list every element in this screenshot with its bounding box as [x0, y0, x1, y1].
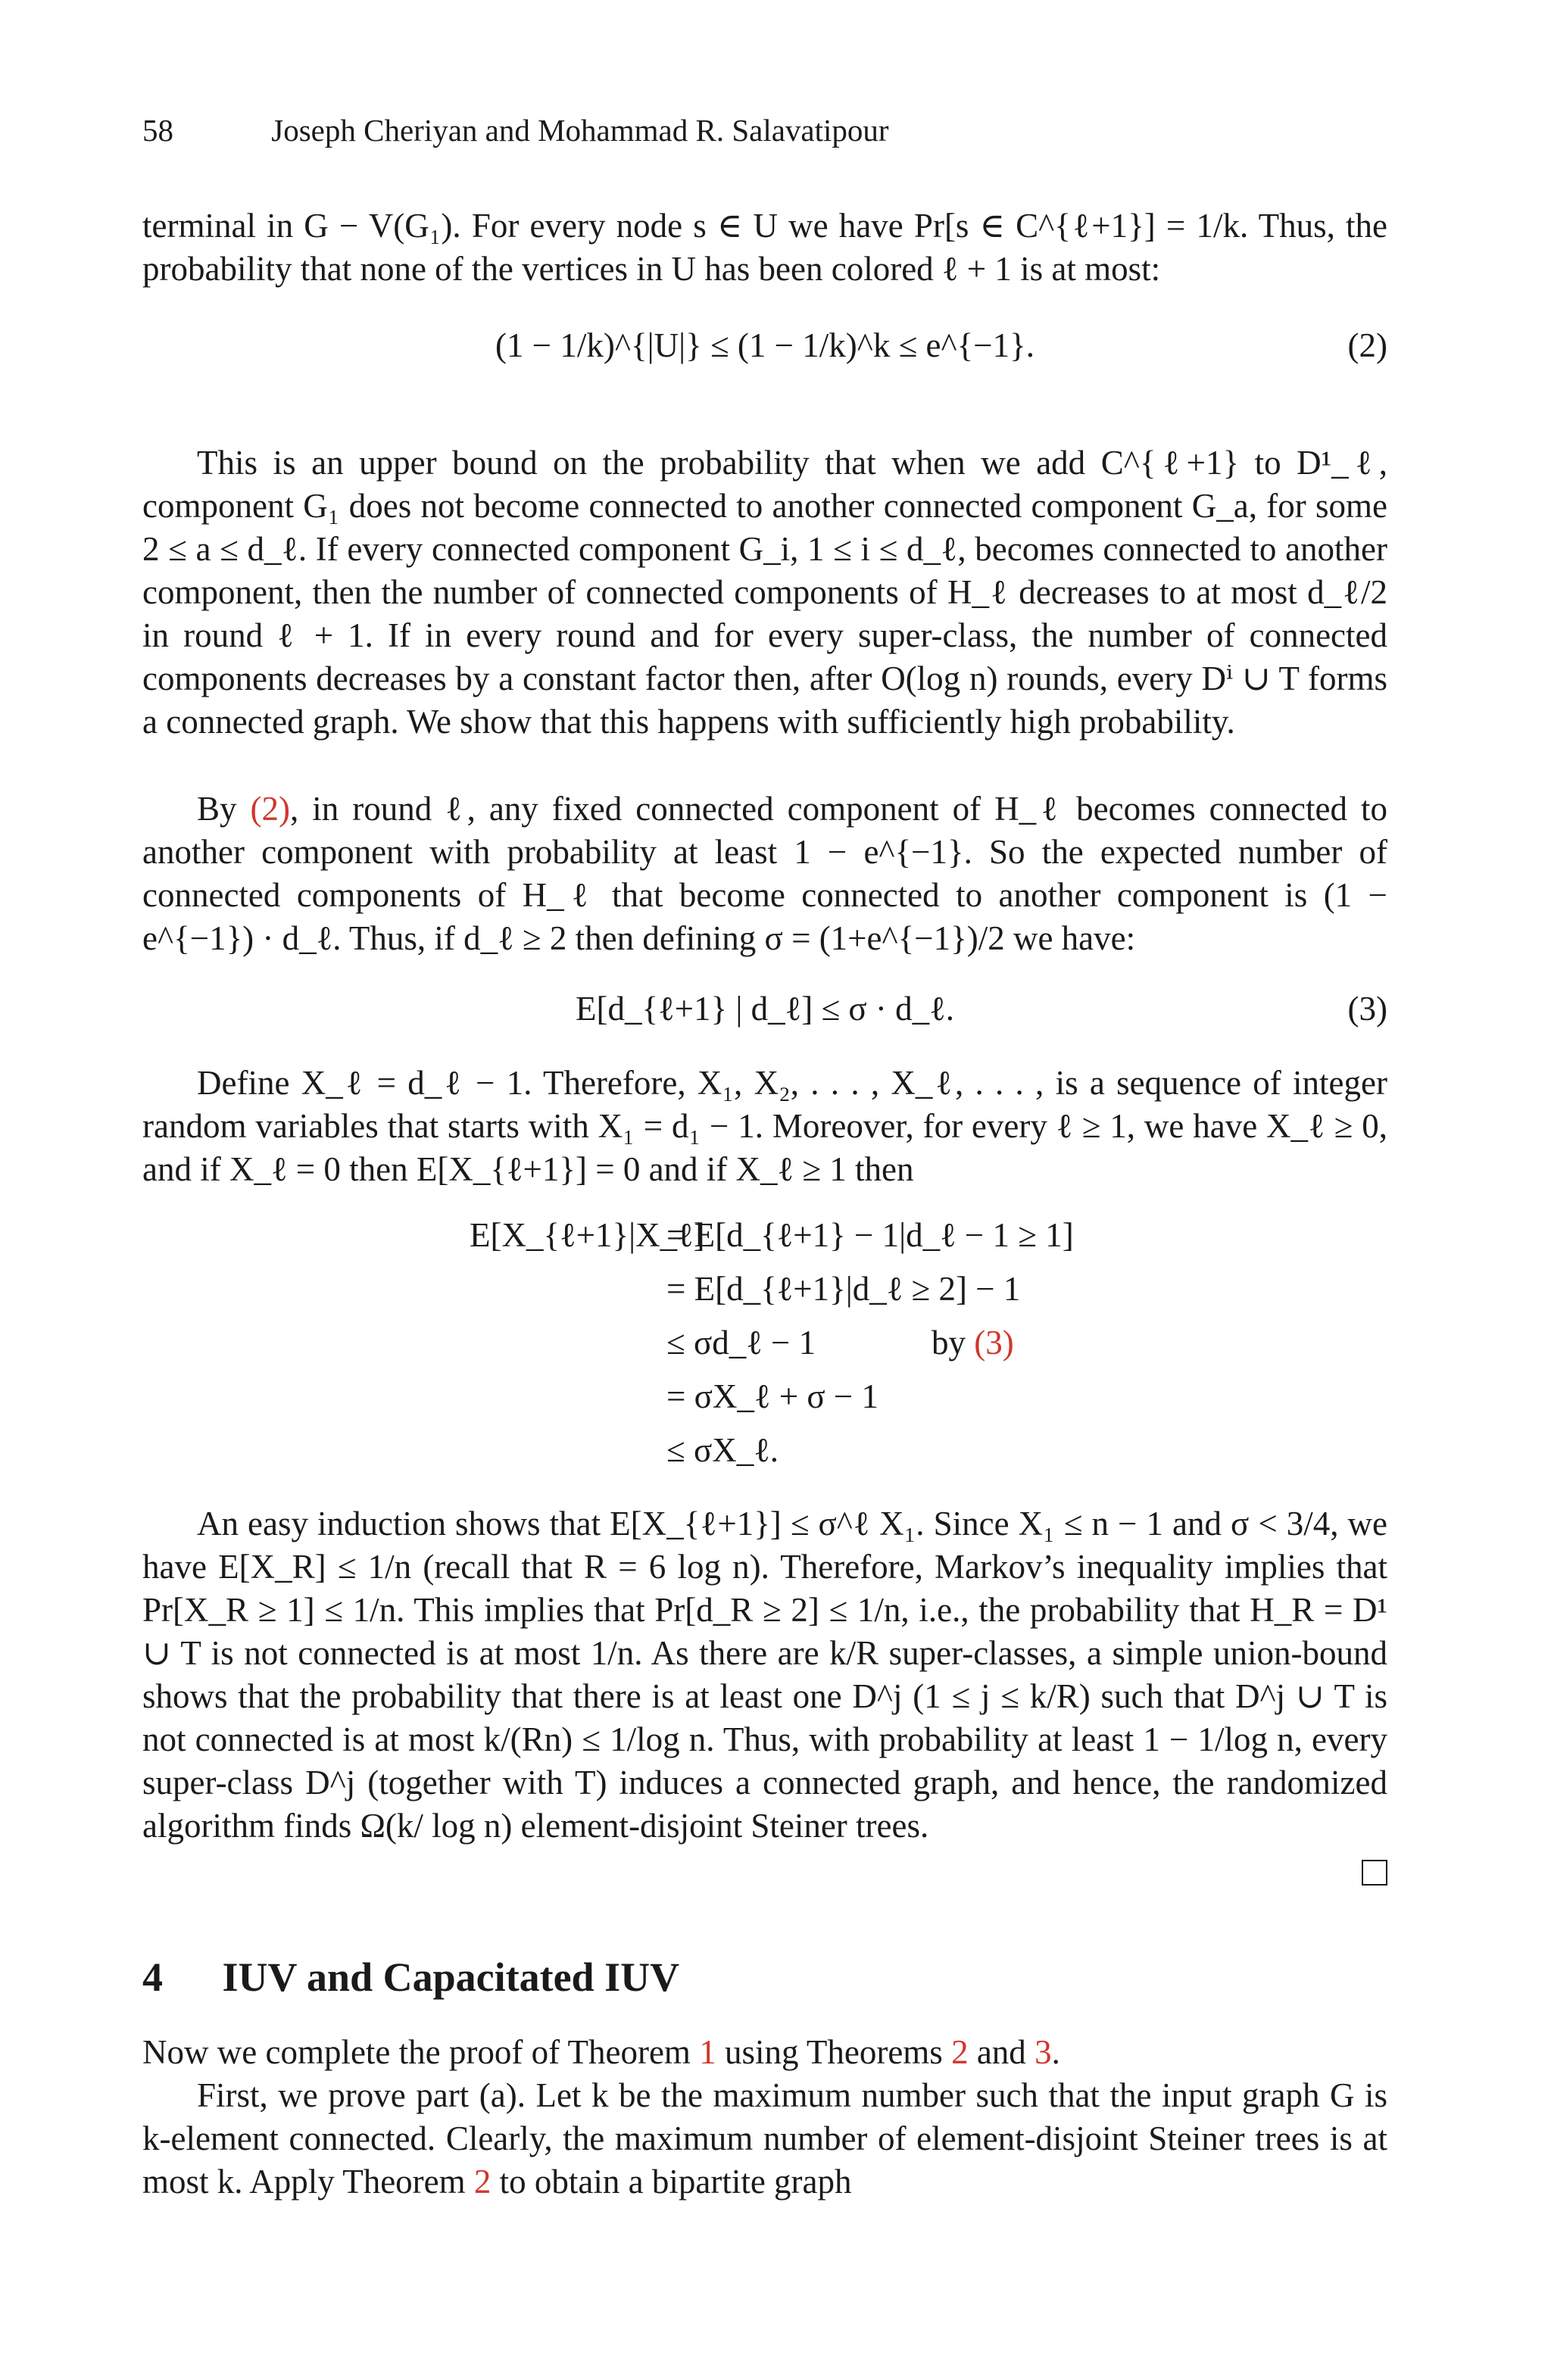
equation-number: (2) — [1347, 326, 1387, 364]
theorem-ref-link[interactable]: 2 — [951, 2033, 969, 2071]
derivation-rhs: = E[d_{ℓ+1}|d_ℓ ≥ 2] − 1 — [666, 1270, 1021, 1308]
derivation-note — [932, 1316, 1014, 1370]
paragraph-text: Define X_ℓ = d_ℓ − 1. Therefore, X₁, X₂, . . . , X_ℓ, . . . , is a sequence of integer random variables that starts with X₁ = d₁ − 1. Moreover, for every ℓ ≥ 1, we have X_ℓ ≥ 0, and if X_ℓ = 0 then E[X_{ℓ+1}] = 0 and if X_ℓ ≥ 1 then — [142, 1064, 1387, 1188]
text-run: to obtain a bipartite graph — [491, 2163, 852, 2201]
running-header — [142, 112, 889, 148]
equation-number: (3) — [1347, 990, 1387, 1028]
derivation-rhs: = σX_ℓ + σ − 1 — [666, 1377, 878, 1415]
equation-2 — [142, 326, 1387, 386]
theorem-ref-link[interactable]: 1 — [699, 2033, 716, 2071]
paragraph-text: An easy induction shows that E[X_{ℓ+1}] ≤ σ^ℓ X₁. Since X₁ ≤ n − 1 and σ < 3/4, we have E[X_R] ≤ 1/n (recall that R = 6 log n). Therefore, Markov’s inequality implies that Pr[X_R ≥ 1] ≤ 1/n. This implies that Pr[d_R ≥ 2] ≤ 1/n, i.e., the probability that H_R = D¹ ∪ T is not connected is at most 1/n. As there are k/R super-classes, a simple union-bound shows that the probability that there is at least one D^j (1 ≤ j ≤ k/R) such that D^j ∪ T is not connected is at most k/(Rn) ≤ 1/log n. Thus, with probability at least 1 − 1/log n, every super-class D^j (together with T) induces a connected graph, and hence, the randomized algorithm finds Ω(k/ log n) element-disjoint Steiner trees. — [142, 1505, 1387, 1845]
text-run: . — [1051, 2033, 1060, 2071]
text-run: using Theorems — [716, 2033, 952, 2071]
equation-formula: E[d_{ℓ+1} | d_ℓ] ≤ σ · d_ℓ. — [576, 990, 954, 1028]
derivation-rhs: = E[d_{ℓ+1} − 1|d_ℓ − 1 ≥ 1] — [666, 1216, 1074, 1254]
paragraph-terminal — [142, 204, 1387, 291]
derivation-lhs: E[X_{ℓ+1}|X_ℓ] — [470, 1216, 705, 1254]
equation-3 — [142, 989, 1387, 1050]
paragraph-text — [142, 2031, 1387, 2074]
paragraph-by-2 — [142, 788, 1387, 960]
section-title: IUV and Capacitated IUV — [222, 1954, 680, 2000]
paragraph-upper-bound — [142, 441, 1387, 744]
equation-ref-link[interactable]: (3) — [974, 1324, 1014, 1362]
paragraph-text — [142, 2074, 1387, 2204]
text-run: by — [932, 1324, 975, 1362]
text-run: First, we prove part (a). Let k be the maximum number such that the input graph G is k-element connected. Clearly, the maximum number of element-disjoint Steiner trees is at most k. Apply Theorem — [142, 2076, 1387, 2201]
text-run: By — [197, 790, 251, 828]
section-number: 4 — [142, 1954, 163, 2000]
theorem-ref-link[interactable]: 2 — [473, 2163, 492, 2201]
paragraph-text: This is an upper bound on the probability that when we add C^{ℓ+1} to D¹_ℓ, component G₁ does not become connected to another connected component G_a, for some 2 ≤ a ≤ d_ℓ. If every connected component G_i, 1 ≤ i ≤ d_ℓ, becomes connected to another component, then the number of connected components of H_ℓ decreases to at most d_ℓ/2 in round ℓ + 1. If in every round and for every super-class, the number of connected components decreases by a constant factor then, after O(log n) rounds, every Dⁱ ∪ T forms a connected graph. We show that this happens with sufficiently high probability. — [142, 444, 1387, 741]
paragraph-part-a — [142, 2074, 1387, 2204]
text-run: , in round ℓ, any fixed connected component of H_ℓ becomes connected to another component with probability at least 1 − e^{−1}. So the expected number of connected components of H_ℓ that become connected to another component is (1 − e^{−1}) · d_ℓ. Thus, if d_ℓ ≥ 2 then defining σ = (1+e^{−1})/2 we have: — [142, 790, 1388, 957]
section-heading — [142, 1954, 679, 2001]
derivation-rhs: ≤ σd_ℓ − 1 — [666, 1324, 816, 1362]
author-line: Joseph Cheriyan and Mohammad R. Salavatipour — [271, 113, 889, 148]
paragraph-define-x — [142, 1062, 1387, 1191]
theorem-ref-link[interactable]: 3 — [1035, 2033, 1052, 2071]
paragraph-text: terminal in G − V(G₁). For every node s ∈ U we have Pr[s ∈ C^{ℓ+1}] = 1/k. Thus, the probability that none of the vertices in U has been colored ℓ + 1 is at most: — [142, 207, 1387, 288]
equation-ref-link[interactable]: (2) — [250, 790, 291, 828]
derivation-rhs: ≤ σX_ℓ. — [666, 1431, 779, 1469]
qed-box-icon — [1362, 1860, 1387, 1886]
text-run: Now we complete the proof of Theorem — [142, 2033, 700, 2071]
paragraph-text — [142, 788, 1387, 960]
page-number: 58 — [142, 113, 173, 148]
paragraph-induction — [142, 1502, 1387, 1848]
equation-formula: (1 − 1/k)^{|U|} ≤ (1 − 1/k)^k ≤ e^{−1}. — [495, 326, 1035, 364]
text-run: and — [968, 2033, 1035, 2071]
paragraph-complete-proof — [142, 2031, 1387, 2074]
